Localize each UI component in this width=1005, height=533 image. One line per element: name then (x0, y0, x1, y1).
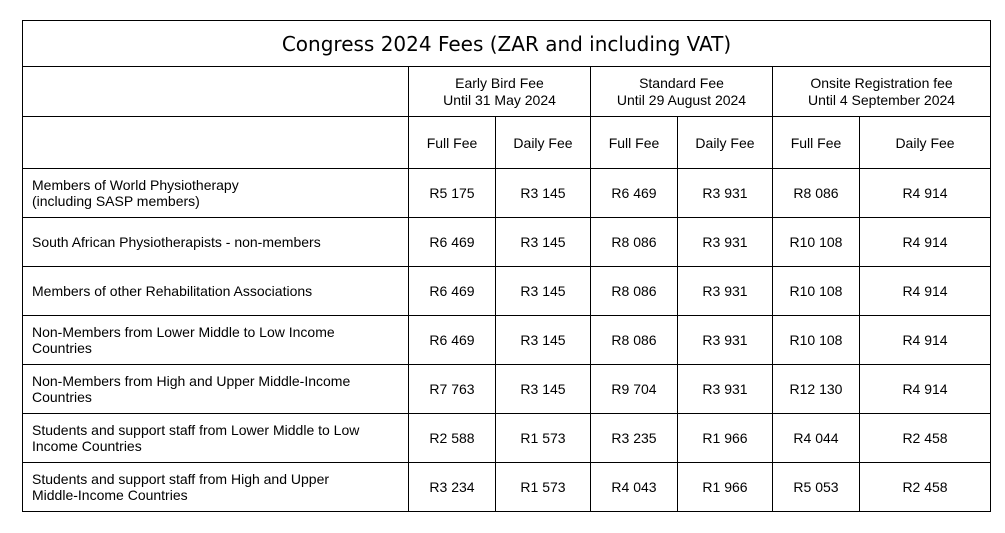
fee-cell: R3 145 (496, 316, 591, 365)
group-header-line1: Standard Fee (639, 74, 724, 91)
fee-cell: R3 931 (678, 218, 773, 267)
fee-cell: R3 145 (496, 365, 591, 414)
fee-cell: R10 108 (773, 218, 860, 267)
category-line2: Countries (32, 340, 92, 356)
fee-cell: R2 588 (409, 414, 496, 463)
category-line2: (including SASP members) (32, 193, 200, 209)
category-line2: Countries (32, 389, 92, 405)
group-header-line2: Until 31 May 2024 (443, 91, 556, 108)
fee-cell: R1 573 (496, 463, 591, 512)
fee-cell: R4 914 (860, 218, 991, 267)
category-line1: Members of other Rehabilitation Associations (32, 283, 313, 299)
fee-cell: R9 704 (591, 365, 678, 414)
category-cell (23, 218, 409, 267)
fee-cell: R4 043 (591, 463, 678, 512)
category-line1: South African Physiotherapists - non-members (32, 234, 321, 250)
group-header-line1: Onsite Registration fee (810, 74, 953, 91)
category-cell (23, 316, 409, 365)
fee-cell: R6 469 (591, 169, 678, 218)
fee-cell: R8 086 (591, 316, 678, 365)
category-line1: Students and support staff from Lower Middle to Low (32, 422, 360, 438)
fee-cell: R1 573 (496, 414, 591, 463)
table-row (23, 267, 991, 316)
category-line1: Members of World Physiotherapy (32, 177, 239, 193)
fee-cell: R12 130 (773, 365, 860, 414)
column-header: Full Fee (591, 117, 678, 169)
table-title: Congress 2024 Fees (ZAR and including VAT) (23, 21, 991, 67)
fee-cell: R4 044 (773, 414, 860, 463)
empty-header-cell (23, 67, 409, 117)
column-header: Daily Fee (678, 117, 773, 169)
fee-cell: R6 469 (409, 267, 496, 316)
category-line2: Income Countries (32, 438, 142, 454)
category-cell (23, 463, 409, 512)
fee-cell: R7 763 (409, 365, 496, 414)
fee-cell: R5 053 (773, 463, 860, 512)
category-line1: Non-Members from High and Upper Middle-Income (32, 373, 351, 389)
fee-cell: R2 458 (860, 463, 991, 512)
fee-cell: R6 469 (409, 218, 496, 267)
category-line2: Middle-Income Countries (32, 487, 188, 503)
group-header-early-bird (409, 67, 591, 117)
fee-cell: R3 931 (678, 169, 773, 218)
group-header-line1: Early Bird Fee (455, 74, 544, 91)
table-row (23, 463, 991, 512)
table-row (23, 316, 991, 365)
category-cell (23, 267, 409, 316)
table-row (23, 169, 991, 218)
fee-cell: R4 914 (860, 169, 991, 218)
category-line1: Non-Members from Lower Middle to Low Income (32, 324, 335, 340)
group-header-line2: Until 4 September 2024 (807, 91, 956, 108)
fee-cell: R3 931 (678, 316, 773, 365)
fee-cell: R3 234 (409, 463, 496, 512)
table-row (23, 365, 991, 414)
fee-cell: R8 086 (773, 169, 860, 218)
fee-group-header-row (23, 67, 991, 117)
group-header-standard (591, 67, 773, 117)
table-row (23, 218, 991, 267)
fee-cell: R10 108 (773, 316, 860, 365)
category-cell (23, 365, 409, 414)
fee-cell: R4 914 (860, 267, 991, 316)
column-header: Full Fee (409, 117, 496, 169)
fee-cell: R10 108 (773, 267, 860, 316)
fee-cell: R3 145 (496, 218, 591, 267)
column-header: Daily Fee (860, 117, 991, 169)
empty-header-cell (23, 117, 409, 169)
fee-cell: R8 086 (591, 218, 678, 267)
category-cell (23, 414, 409, 463)
column-header: Daily Fee (496, 117, 591, 169)
fee-cell: R2 458 (860, 414, 991, 463)
table-row (23, 414, 991, 463)
fee-cell: R4 914 (860, 365, 991, 414)
fee-cell: R1 966 (678, 414, 773, 463)
column-header-row (23, 117, 991, 169)
fee-cell: R3 931 (678, 267, 773, 316)
group-header-line2: Until 29 August 2024 (616, 91, 747, 108)
fee-cell: R4 914 (860, 316, 991, 365)
fee-cell: R1 966 (678, 463, 773, 512)
fee-cell: R6 469 (409, 316, 496, 365)
fees-table (22, 20, 991, 512)
fee-cell: R3 235 (591, 414, 678, 463)
fee-cell: R3 931 (678, 365, 773, 414)
group-header-onsite (773, 67, 991, 117)
fee-cell: R5 175 (409, 169, 496, 218)
fee-cell: R8 086 (591, 267, 678, 316)
fee-cell: R3 145 (496, 267, 591, 316)
column-header: Full Fee (773, 117, 860, 169)
fee-cell: R3 145 (496, 169, 591, 218)
category-line1: Students and support staff from High and Upper (32, 471, 330, 487)
category-cell (23, 169, 409, 218)
